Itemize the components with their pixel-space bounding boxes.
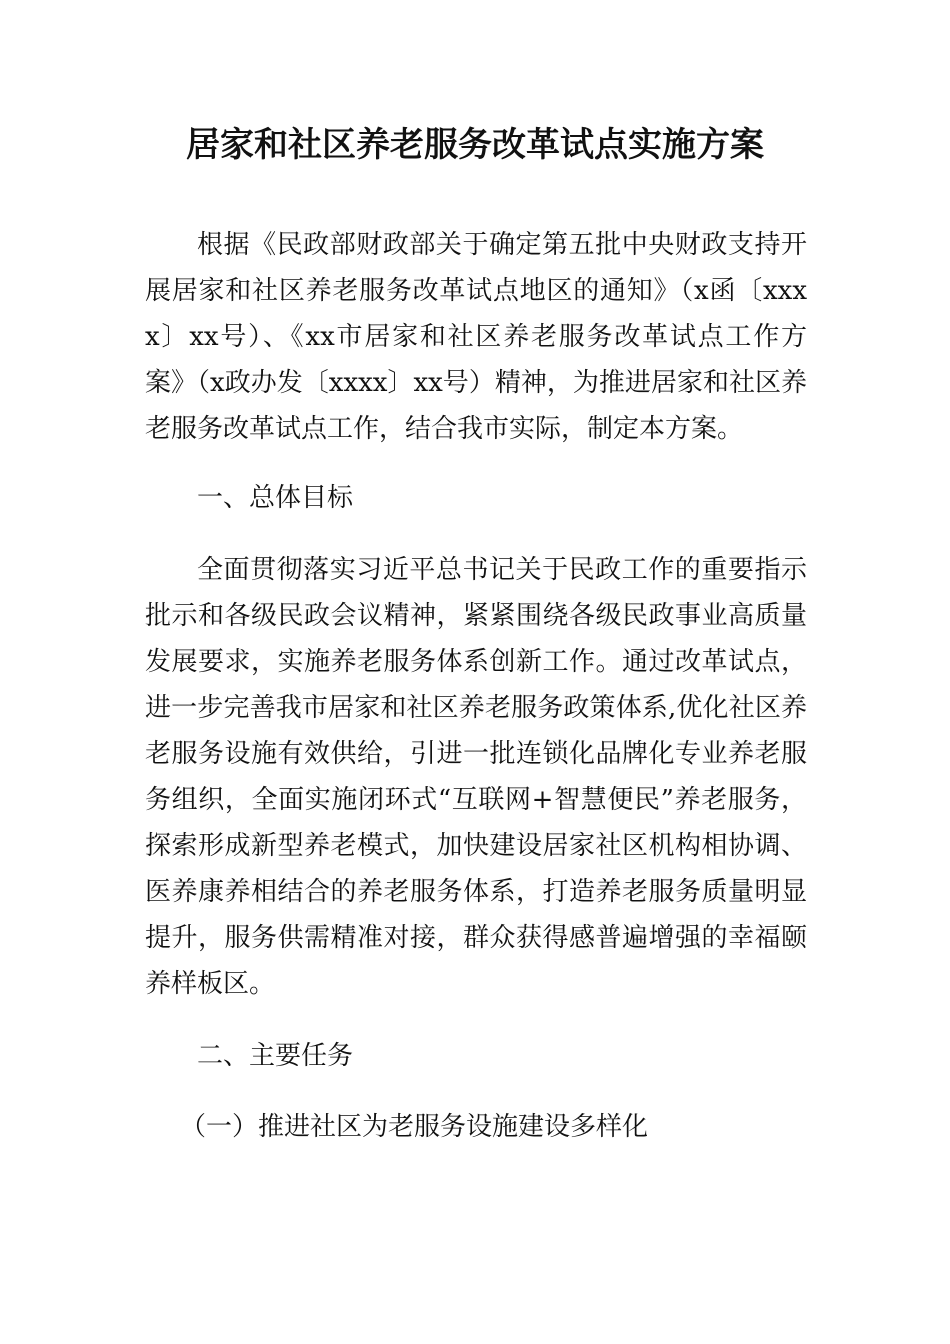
- document-title: 居家和社区养老服务改革试点实施方案: [186, 125, 764, 165]
- paragraph-line: 展居家和社区养老服务改革试点地区的通知》（x函〔xxx: [145, 276, 807, 306]
- paragraph-line: 老服务改革试点工作，结合我市实际，制定本方案。: [145, 414, 744, 444]
- paragraph-line: 发展要求，实施养老服务体系创新工作。通过改革试点，: [145, 647, 807, 677]
- goal-paragraph: [145, 547, 807, 1007]
- intro-paragraph: [145, 222, 807, 452]
- paragraph-line: 养样板区。: [145, 969, 276, 999]
- paragraph-line: 根据《民政部财政部关于确定第五批中央财政支持开: [197, 230, 807, 260]
- paragraph-line: 探索形成新型养老模式，加快建设居家社区机构相协调、: [145, 831, 807, 861]
- paragraph-line: 老服务设施有效供给，引进一批连锁化品牌化专业养老服: [145, 739, 807, 769]
- paragraph-line: 全面贯彻落实习近平总书记关于民政工作的重要指示: [197, 555, 807, 585]
- paragraph-line: 医养康养相结合的养老服务体系，打造养老服务质量明显: [145, 877, 807, 907]
- paragraph-line: 提升，服务供需精准对接，群众获得感普遍增强的幸福颐: [145, 923, 807, 953]
- subsection-heading-facilities: （一）推进社区为老服务设施建设多样化: [180, 1112, 649, 1142]
- paragraph-line: 务组织，全面实施闭环式“互联网+智慧便民”养老服务，: [145, 785, 807, 815]
- paragraph-line: 进一步完善我市居家和社区养老服务政策体系,优化社区养: [145, 693, 807, 723]
- paragraph-line: x〕xx号）、《xx市居家和社区养老服务改革试点工作方: [145, 322, 807, 352]
- paragraph-line: 批示和各级民政会议精神，紧紧围绕各级民政事业高质量: [145, 601, 807, 631]
- section-heading-main-tasks: 二、主要任务: [197, 1041, 354, 1071]
- paragraph-line: 案》（x政办发〔xxxx〕xx号）精神，为推进居家和社区养: [145, 368, 807, 398]
- section-heading-overall-goal: 一、总体目标: [197, 483, 354, 513]
